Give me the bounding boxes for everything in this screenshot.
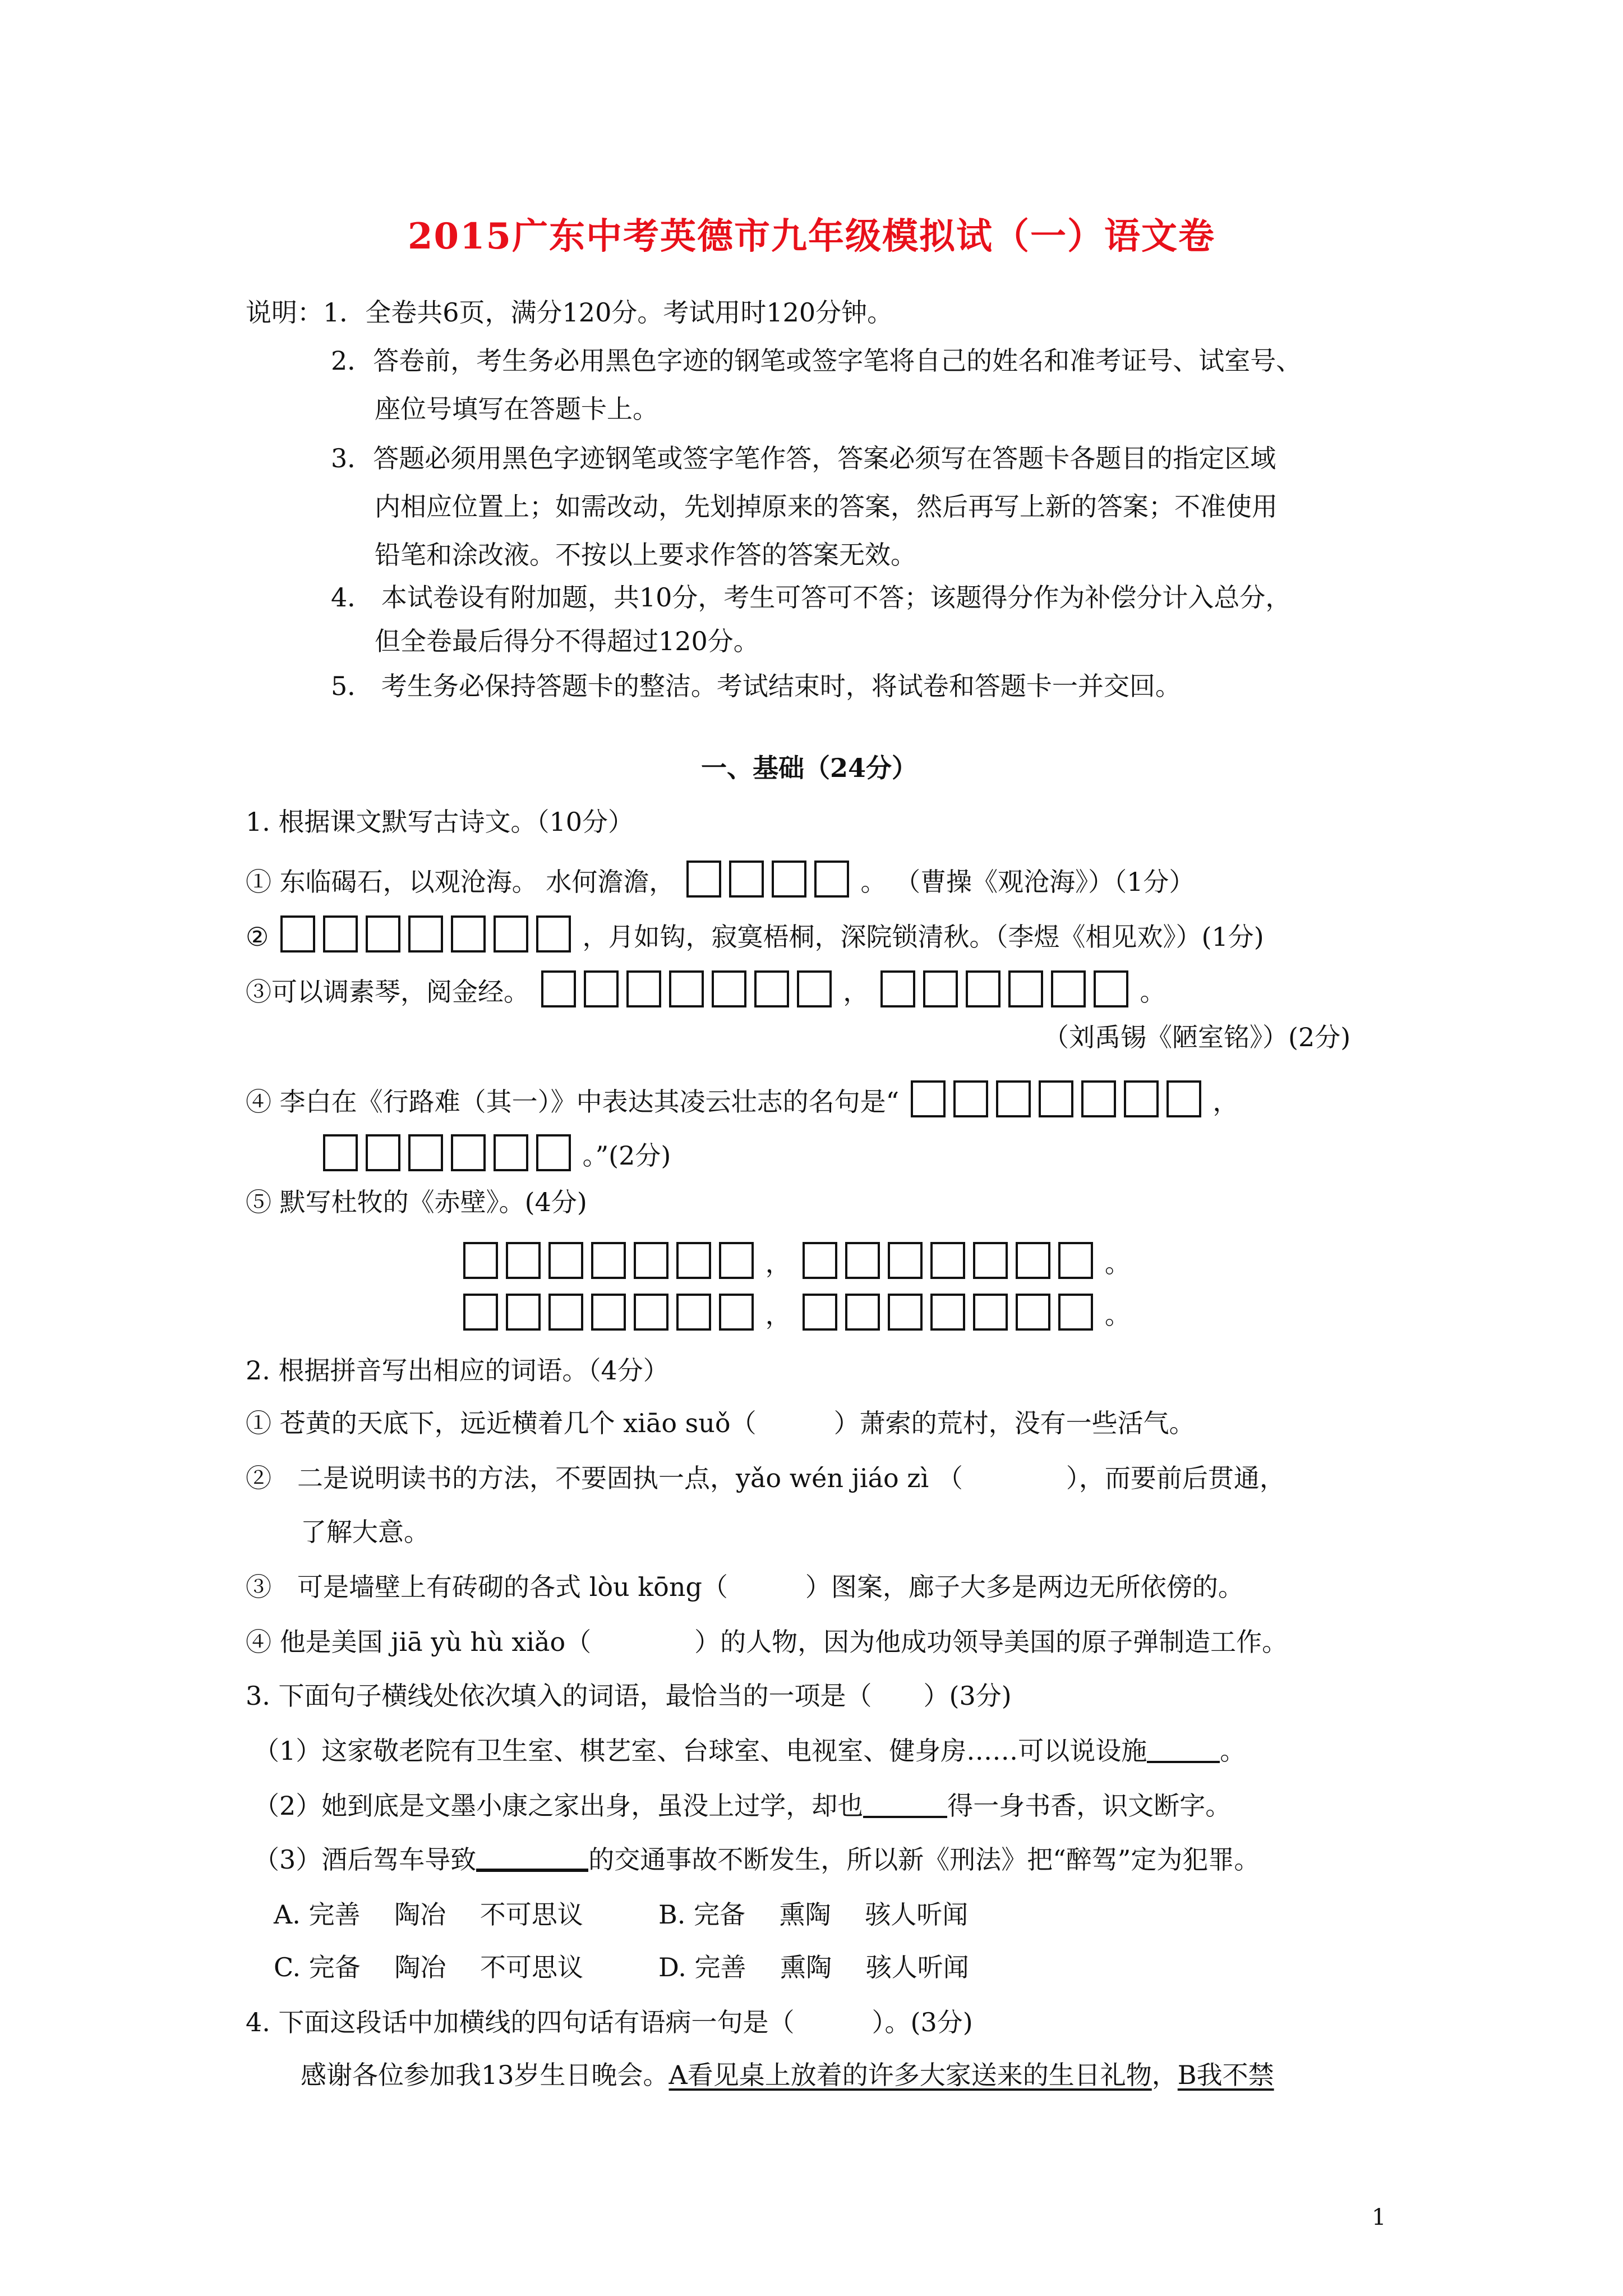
instruction-3a: 3．答题必须用黑色字迹钢笔或签字笔作答，答案必须写在答题卡各题目的指定区域 (331, 443, 1276, 473)
q3-sentence-2-text: （2）她到底是文墨小康之家出身，虽没上过学，却也 (253, 1791, 864, 1821)
answer-box[interactable] (911, 1080, 946, 1117)
answer-boxes[interactable] (911, 1080, 1201, 1117)
answer-box[interactable] (772, 861, 806, 898)
q3-sentence-2 (253, 1793, 1231, 1819)
answer-box[interactable] (953, 1080, 988, 1117)
period: 。 (1104, 1248, 1131, 1278)
q1-item-5-row2 (460, 1294, 1131, 1331)
q4-passage-text: 感谢各位参加我13岁生日晚会。 (301, 2060, 669, 2090)
answer-box[interactable] (494, 915, 528, 953)
answer-box[interactable] (591, 1294, 626, 1331)
page-number: 1 (1372, 2205, 1386, 2230)
q1-item-1-source: 。 （曹操《观沧海》）（1分） (860, 867, 1195, 897)
answer-box[interactable] (506, 1242, 541, 1279)
q3-sentence-3-text: （3）酒后驾车导致 (253, 1844, 477, 1875)
answer-box[interactable] (1081, 1080, 1116, 1117)
answer-boxes[interactable] (880, 970, 1128, 1007)
q3-option-b: B. 完备 熏陶 骇人听闻 (658, 1899, 969, 1930)
instruction-3b: 内相应位置上；如需改动，先划掉原来的答案，然后再写上新的答案；不准使用 (375, 491, 1278, 522)
instruction-2a: 2．答卷前，考生务必用黑色字迹的钢笔或签字笔将自己的姓名和准考证号、试室号、 (331, 346, 1302, 376)
answer-box[interactable] (408, 915, 443, 953)
answer-box[interactable] (323, 1134, 358, 1171)
answer-box[interactable] (1124, 1080, 1159, 1117)
q1-item-2-text: ，月如钩，寂寞梧桐，深院锁清秋。（李煜《相见欢》）(1分) (582, 922, 1264, 952)
q3-sentence-1-text: （1）这家敬老院有卫生室、棋艺室、台球室、电视室、健身房……可以说设施 (253, 1736, 1147, 1766)
answer-box[interactable] (669, 970, 704, 1007)
answer-box[interactable] (280, 915, 315, 953)
q1-item-4 (246, 1080, 1238, 1117)
answer-box[interactable] (1058, 1242, 1093, 1279)
answer-boxes[interactable] (803, 1294, 1093, 1331)
answer-boxes[interactable] (541, 970, 832, 1007)
answer-box[interactable] (408, 1134, 443, 1171)
answer-box[interactable] (1016, 1294, 1050, 1331)
answer-box[interactable] (494, 1134, 528, 1171)
answer-box[interactable] (814, 861, 849, 898)
q4-stem: 4. 下面这段话中加横线的四句话有语病一句是（ ）。(3分) (246, 2007, 973, 2037)
answer-box[interactable] (463, 1242, 498, 1279)
instruction-2b: 座位号填写在答题卡上。 (375, 394, 658, 424)
answer-box[interactable] (880, 970, 915, 1007)
answer-box[interactable] (676, 1294, 711, 1331)
answer-box[interactable] (888, 1294, 923, 1331)
answer-box[interactable] (626, 970, 661, 1007)
q3-sentence-2-end: 得一身书香，识文断字。 (947, 1791, 1232, 1821)
comma: ， (843, 977, 869, 1007)
q2-item-2: ② 二是说明读书的方法，不要固执一点，yǎo wén jiáo zì （ ），而要前后贯通， (246, 1463, 1285, 1493)
q1-item-4-text: ④ 李白在《行路难（其一）》中表达其凌云壮志的名句是“ (246, 1087, 900, 1117)
comma: ， (1151, 2060, 1178, 2090)
q3-option-c: C. 完备 陶冶 不可思议 (274, 1952, 584, 1982)
answer-boxes[interactable] (463, 1242, 754, 1279)
comma: ， (765, 1300, 791, 1330)
q2-item-1: ① 苍黄的天底下，远近横着几个 xiāo suǒ（ ）萧索的荒村，没有一些活气。 (246, 1408, 1195, 1438)
section-heading: 一、基础（24分） (701, 753, 918, 783)
underlined-sentence-a: A看见桌上放着的许多大家送来的生日礼物 (668, 2060, 1152, 2090)
answer-boxes[interactable] (463, 1294, 754, 1331)
exam-title: 2015广东中考英德市九年级模拟试（一）语文卷 (407, 215, 1216, 257)
answer-boxes[interactable] (323, 1134, 571, 1171)
answer-box[interactable] (686, 861, 721, 898)
answer-box[interactable] (973, 1242, 1008, 1279)
comma: ， (765, 1248, 791, 1278)
underlined-sentence-b: B我不禁 (1177, 2060, 1274, 2090)
answer-box[interactable] (803, 1242, 837, 1279)
comma: ， (1212, 1087, 1239, 1117)
answer-box[interactable] (729, 861, 764, 898)
answer-box[interactable] (1058, 1294, 1093, 1331)
q1-item-1 (246, 861, 1195, 898)
q4-passage (301, 2062, 1274, 2088)
answer-box[interactable] (1039, 1080, 1073, 1117)
answer-box[interactable] (506, 1294, 541, 1331)
answer-box[interactable] (966, 970, 1000, 1007)
period: 。 (1220, 1736, 1246, 1766)
answer-box[interactable] (548, 1294, 583, 1331)
answer-box[interactable] (845, 1242, 880, 1279)
q1-item-1-text: ① 东临碣石，以观沧海。 水何澹澹， (246, 867, 675, 897)
q1-item-3-text: ③可以调素琴，阅金经。 (246, 977, 529, 1007)
q3-option-d: D. 完善 熏陶 骇人听闻 (658, 1952, 969, 1982)
instruction-1: 说明：1．全卷共6页，满分120分。考试用时120分钟。 (246, 297, 893, 328)
answer-box[interactable] (803, 1294, 837, 1331)
q1-item-5: ⑤ 默写杜牧的《赤壁》。(4分) (246, 1187, 587, 1217)
answer-box[interactable] (973, 1294, 1008, 1331)
answer-box[interactable] (1166, 1080, 1201, 1117)
answer-boxes[interactable] (280, 915, 571, 953)
q2-item-2-cont: 了解大意。 (301, 1517, 430, 1547)
answer-box[interactable] (1051, 970, 1086, 1007)
q1-stem: 1. 根据课文默写古诗文。（10分） (246, 807, 634, 837)
answer-box[interactable] (536, 1134, 571, 1171)
answer-box[interactable] (1016, 1242, 1050, 1279)
answer-box[interactable] (463, 1294, 498, 1331)
answer-box[interactable] (719, 1242, 754, 1279)
q3-sentence-3 (253, 1844, 1260, 1875)
period: 。 (1104, 1300, 1131, 1330)
q1-item-5-row1 (460, 1242, 1131, 1279)
instruction-4b: 但全卷最后得分不得超过120分。 (375, 626, 759, 656)
answer-box[interactable] (797, 970, 832, 1007)
answer-box[interactable] (754, 970, 789, 1007)
period: 。 (1140, 977, 1166, 1007)
q3-option-a: A. 完善 陶冶 不可思议 (274, 1899, 583, 1930)
answer-box[interactable] (1094, 970, 1128, 1007)
fill-blank[interactable] (1147, 1761, 1220, 1763)
answer-boxes[interactable] (803, 1242, 1093, 1279)
q1-item-3-source: （刘禹锡《陋室铭》）(2分) (1043, 1022, 1351, 1052)
q3-stem: 3. 下面句子横线处依次填入的词语，最恰当的一项是（ ）(3分) (246, 1681, 1012, 1711)
answer-box[interactable] (541, 970, 576, 1007)
answer-box[interactable] (930, 1294, 965, 1331)
answer-box[interactable] (845, 1294, 880, 1331)
answer-box[interactable] (366, 915, 400, 953)
answer-box[interactable] (1008, 970, 1043, 1007)
q2-item-4: ④ 他是美国 jiā yù hù xiǎo（ ）的人物，因为他成功领导美国的原子弹制造工作。 (246, 1627, 1288, 1657)
q1-item-2 (246, 915, 1264, 953)
answer-box[interactable] (451, 915, 486, 953)
answer-box[interactable] (323, 915, 358, 953)
q3-sentence-1 (253, 1738, 1246, 1764)
instruction-5: 5． 考生务必保持答题卡的整洁。考试结束时，将试卷和答题卡一并交回。 (331, 671, 1181, 701)
answer-box[interactable] (923, 970, 958, 1007)
q2-stem: 2. 根据拼音写出相应的词语。（4分） (246, 1355, 669, 1386)
answer-box[interactable] (584, 970, 619, 1007)
answer-box[interactable] (366, 1134, 400, 1171)
answer-box[interactable] (548, 1242, 583, 1279)
q2-item-3: ③ 可是墙壁上有砖砌的各式 lòu kōng（ ）图案，廊子大多是两边无所依傍的。 (246, 1572, 1244, 1602)
answer-box[interactable] (719, 1294, 754, 1331)
answer-box[interactable] (451, 1134, 486, 1171)
instruction-3c: 铅笔和涂改液。不按以上要求作答的答案无效。 (375, 540, 916, 570)
answer-box[interactable] (591, 1242, 626, 1279)
answer-box[interactable] (536, 915, 571, 953)
answer-box[interactable] (996, 1080, 1031, 1117)
answer-box[interactable] (888, 1242, 923, 1279)
instruction-4a: 4． 本试卷设有附加题，共10分，考生可答可不答；该题得分作为补偿分计入总分， (331, 582, 1292, 613)
answer-box[interactable] (634, 1294, 668, 1331)
q1-item-2-num: ② (246, 922, 269, 952)
answer-box[interactable] (676, 1242, 711, 1279)
fill-blank[interactable] (476, 1869, 588, 1872)
answer-box[interactable] (634, 1242, 668, 1279)
q1-item-4-cont (320, 1134, 671, 1171)
answer-box[interactable] (712, 970, 746, 1007)
q1-item-3 (246, 970, 1166, 1007)
answer-boxes[interactable] (686, 861, 849, 898)
fill-blank[interactable] (863, 1816, 947, 1818)
q1-item-4-end: 。”(2分) (582, 1140, 671, 1171)
answer-box[interactable] (930, 1242, 965, 1279)
q3-sentence-3-end: 的交通事故不断发生，所以新《刑法》把“醉驾”定为犯罪。 (588, 1844, 1260, 1875)
